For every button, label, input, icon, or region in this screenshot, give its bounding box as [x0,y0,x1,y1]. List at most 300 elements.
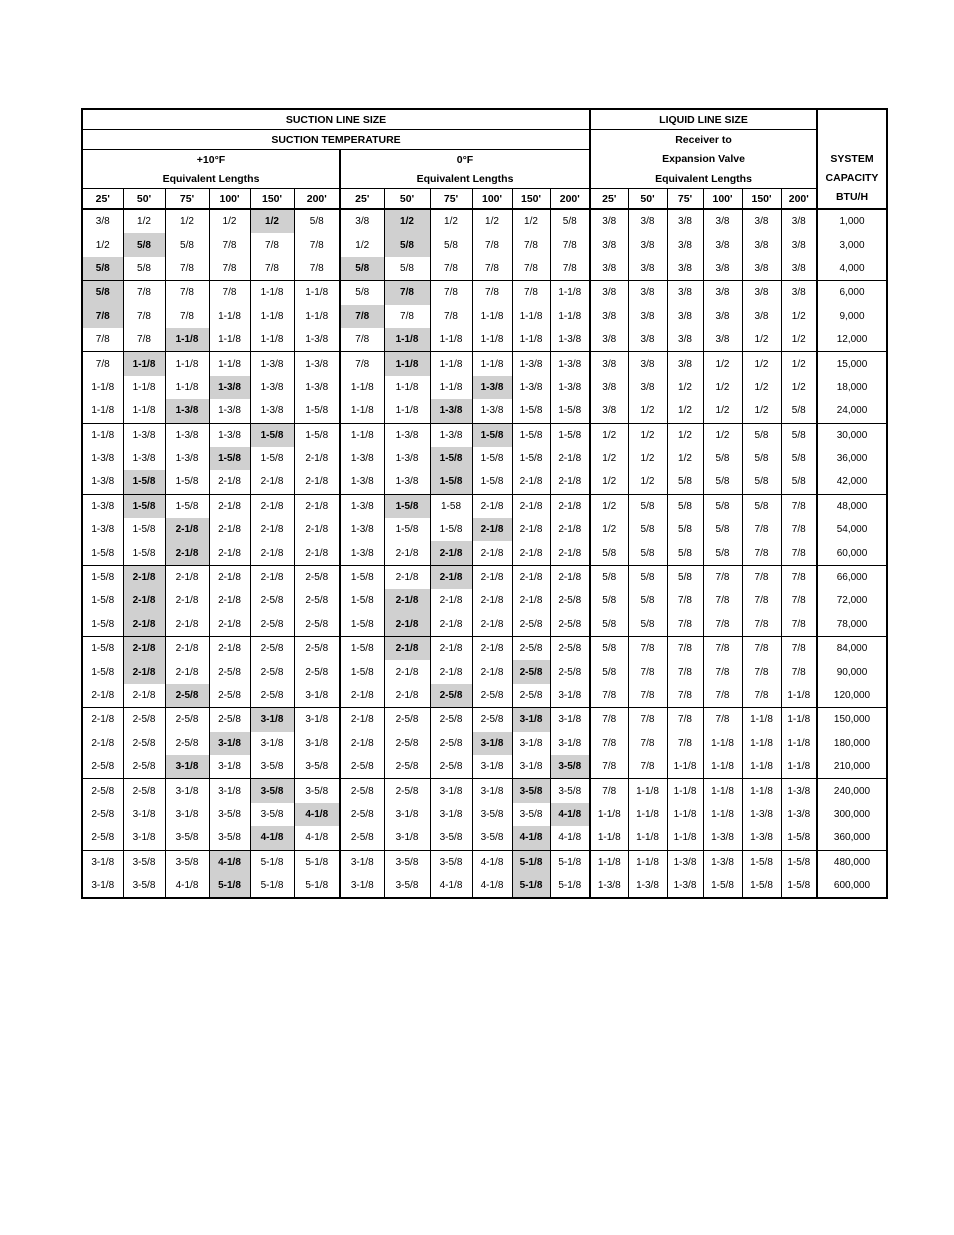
cell-s0-2: 2-1/8 [430,541,472,565]
cell-liq-3: 1-1/8 [703,755,742,779]
cell-liq-0: 3/8 [590,376,628,399]
cell-liq-3: 1/2 [703,352,742,376]
cell-s0-4: 3-5/8 [512,803,550,826]
cell-liq-5: 1-3/8 [781,803,817,826]
table-row [82,209,887,233]
cell-s0-3: 1-3/8 [472,399,512,423]
cell-liq-1: 7/8 [628,732,667,755]
capacity-cell: 210,000 [817,755,887,779]
cell-s10-5: 1-1/8 [294,281,340,305]
cell-s0-3: 1-1/8 [472,328,512,352]
cell-liq-4: 7/8 [742,660,781,683]
cell-s0-2: 2-1/8 [430,637,472,661]
cell-s0-3: 1-1/8 [472,352,512,376]
cell-liq-2: 3/8 [667,233,703,256]
line-size-table [81,108,888,899]
cell-liq-5: 1/2 [781,376,817,399]
cell-s0-0: 7/8 [340,328,384,352]
cell-liq-1: 1/2 [628,447,667,470]
cell-liq-4: 3/8 [742,209,781,233]
cell-liq-5: 1-5/8 [781,874,817,898]
cell-s0-2: 3-5/8 [430,826,472,850]
cell-s0-1: 5/8 [384,257,430,281]
cell-s10-3: 2-1/8 [209,470,250,494]
cell-s10-2: 7/8 [165,281,209,305]
cell-s0-1: 2-5/8 [384,708,430,732]
cell-s10-4: 2-1/8 [250,470,294,494]
cell-s10-4: 2-5/8 [250,613,294,637]
cell-liq-4: 7/8 [742,565,781,589]
cell-s10-3: 2-5/8 [209,684,250,708]
cell-s0-5: 1-5/8 [550,423,590,447]
cell-s10-1: 7/8 [123,305,165,328]
cell-s0-5: 1-3/8 [550,328,590,352]
cell-s10-2: 2-5/8 [165,732,209,755]
cell-liq-3: 5/8 [703,518,742,541]
table-row [82,874,887,898]
cell-liq-3: 1/2 [703,423,742,447]
cell-s0-0: 1-5/8 [340,613,384,637]
cell-liq-1: 1-1/8 [628,803,667,826]
cell-liq-0: 7/8 [590,755,628,779]
cell-s0-3: 7/8 [472,281,512,305]
cell-s10-3: 2-5/8 [209,708,250,732]
cell-s0-3: 3-1/8 [472,779,512,803]
cell-s0-1: 2-5/8 [384,732,430,755]
cell-s10-0: 5/8 [82,257,123,281]
expansion-valve-label: Expansion Valve [590,150,817,170]
cell-s10-2: 2-5/8 [165,684,209,708]
cell-s0-2: 5/8 [430,233,472,256]
cell-s0-0: 3/8 [340,209,384,233]
cell-s10-3: 1-5/8 [209,447,250,470]
cell-s0-3: 3-1/8 [472,732,512,755]
length-header-liq-5: 200' [781,189,817,210]
cell-liq-0: 1-1/8 [590,803,628,826]
cell-s0-1: 3-5/8 [384,874,430,898]
cell-s10-1: 2-1/8 [123,589,165,612]
cell-s10-5: 1-5/8 [294,423,340,447]
cell-liq-0: 3/8 [590,257,628,281]
cell-s0-1: 2-1/8 [384,589,430,612]
capacity-cell: 42,000 [817,470,887,494]
cell-s10-1: 2-1/8 [123,684,165,708]
cell-s0-1: 2-1/8 [384,637,430,661]
cell-s0-5: 1-3/8 [550,352,590,376]
cell-s0-5: 1-1/8 [550,281,590,305]
cell-s10-5: 2-1/8 [294,518,340,541]
cell-s10-0: 1-5/8 [82,637,123,661]
cell-liq-0: 1/2 [590,423,628,447]
capacity-cell: 72,000 [817,589,887,612]
cell-s10-3: 3-5/8 [209,803,250,826]
cell-s0-5: 2-1/8 [550,565,590,589]
cell-liq-4: 3/8 [742,281,781,305]
cell-s10-1: 2-5/8 [123,708,165,732]
cell-s0-2: 2-5/8 [430,755,472,779]
cell-s10-5: 3-5/8 [294,755,340,779]
length-header-s10-3: 100' [209,189,250,210]
cell-s10-0: 2-1/8 [91,690,115,701]
cell-liq-5: 7/8 [781,637,817,661]
cell-liq-0: 7/8 [590,779,628,803]
cell-liq-3: 7/8 [703,708,742,732]
cell-s0-1: 1-3/8 [384,447,430,470]
cell-liq-5: 5/8 [781,399,817,423]
table-row [82,637,887,661]
length-header-s10-0: 25' [82,189,123,210]
cell-liq-4: 1-1/8 [742,779,781,803]
cell-s0-4: 5-1/8 [512,850,550,874]
cell-s10-3: 2-1/8 [209,565,250,589]
length-header-s0-3: 100' [472,189,512,210]
cell-liq-4: 1-3/8 [742,803,781,826]
cell-s0-4: 5-1/8 [512,874,550,898]
cell-s0-1: 1-1/8 [384,399,430,423]
capacity-cell: 9,000 [817,305,887,328]
cell-liq-1: 5/8 [628,589,667,612]
cell-s10-0: 2-5/8 [91,832,115,844]
cell-s10-4: 5-1/8 [250,850,294,874]
cell-s10-0: 2-5/8 [91,761,115,773]
cell-s10-1: 2-5/8 [123,732,165,755]
table-row [82,281,887,305]
length-header-s0-0: 25' [340,189,384,210]
cell-liq-0: 7/8 [590,684,628,708]
cell-s0-0: 2-5/8 [340,803,384,826]
table-row [82,826,887,850]
cell-s0-2: 2-1/8 [430,565,472,589]
cell-s10-5: 2-1/8 [294,541,340,565]
cell-liq-4: 7/8 [742,541,781,565]
capacity-cell: 150,000 [817,708,887,732]
cell-s10-1: 1-1/8 [123,376,165,399]
cell-liq-0: 5/8 [590,613,628,637]
cell-s10-2: 2-1/8 [165,518,209,541]
cell-liq-2: 1-1/8 [667,826,703,850]
cell-liq-2: 5/8 [667,541,703,565]
cell-s0-2: 1-1/8 [430,328,472,352]
cell-s0-3: 2-1/8 [472,541,512,565]
cell-s10-2: 3-1/8 [165,803,209,826]
cell-s0-5: 1-5/8 [550,399,590,423]
cell-liq-5: 1/2 [781,305,817,328]
cell-liq-5: 1-3/8 [781,779,817,803]
cell-s10-5: 3-1/8 [294,708,340,732]
cell-liq-1: 5/8 [628,565,667,589]
cell-liq-2: 1-3/8 [667,850,703,874]
cell-liq-0: 5/8 [590,541,628,565]
cell-liq-1: 1/2 [628,470,667,494]
cell-s10-1: 7/8 [123,281,165,305]
length-header-s10-1: 50' [123,189,165,210]
cell-s10-4: 3-1/8 [250,708,294,732]
cell-liq-2: 1/2 [667,447,703,470]
cell-s0-0: 2-1/8 [340,732,384,755]
cell-s10-0: 1-3/8 [91,476,115,488]
cell-liq-0: 3/8 [590,281,628,305]
cell-liq-5: 1-1/8 [781,684,817,708]
cell-liq-3: 3/8 [703,209,742,233]
cell-s0-0: 2-5/8 [340,826,384,850]
cell-liq-4: 3/8 [742,257,781,281]
cell-s10-3: 5-1/8 [209,874,250,898]
cell-s0-3: 1-1/8 [472,305,512,328]
length-header-liq-3: 100' [703,189,742,210]
cell-s10-1: 1-3/8 [123,423,165,447]
cell-s10-5: 7/8 [294,257,340,281]
cell-liq-3: 1-5/8 [703,874,742,898]
table-row [82,565,887,589]
equivalent-lengths-0: Equivalent Lengths [340,169,590,189]
cell-s10-5: 3-5/8 [294,779,340,803]
cell-s10-5: 2-5/8 [294,613,340,637]
cell-s10-2: 3-5/8 [165,850,209,874]
cell-liq-0: 3/8 [590,352,628,376]
cell-s10-5: 2-1/8 [294,494,340,518]
cell-s10-4: 2-5/8 [250,589,294,612]
cell-s10-2: 1-3/8 [165,423,209,447]
cell-s0-5: 5-1/8 [550,874,590,898]
cell-liq-4: 3/8 [742,233,781,256]
cell-s0-2: 7/8 [430,257,472,281]
cell-liq-5: 1-5/8 [781,826,817,850]
cell-s0-2: 1-1/8 [430,352,472,376]
cell-liq-1: 7/8 [628,708,667,732]
cell-s10-2: 2-1/8 [165,565,209,589]
suction-line-size-header: SUCTION LINE SIZE [82,109,590,130]
cell-s0-2: 2-5/8 [430,708,472,732]
cell-s0-5: 2-1/8 [550,447,590,470]
cell-s10-1: 5/8 [123,257,165,281]
cell-liq-2: 7/8 [667,684,703,708]
cell-s10-2: 3-1/8 [165,755,209,779]
cell-s0-4: 2-5/8 [512,613,550,637]
cell-s10-3: 3-1/8 [209,779,250,803]
cell-s0-5: 3-1/8 [550,732,590,755]
cell-s0-0: 1-1/8 [340,376,384,399]
cell-s10-2: 2-1/8 [165,660,209,683]
cell-s0-1: 1-5/8 [384,518,430,541]
cell-s10-0: 3-1/8 [82,850,123,874]
cell-s0-4: 7/8 [512,257,550,281]
cell-s10-1: 1-3/8 [123,447,165,470]
cell-s0-4: 1-1/8 [512,305,550,328]
cell-s0-2: 2-1/8 [430,589,472,612]
cell-s0-5: 2-5/8 [550,660,590,683]
cell-s0-5: 7/8 [550,257,590,281]
cell-s10-0: 1-5/8 [91,547,115,559]
cell-s10-1: 3-5/8 [123,850,165,874]
cell-s0-2: 7/8 [430,281,472,305]
cell-s10-3: 1-3/8 [209,423,250,447]
cell-liq-0: 5/8 [590,565,628,589]
cell-s0-1: 1-1/8 [384,352,430,376]
cell-liq-3: 3/8 [703,328,742,352]
cell-liq-0: 5/8 [590,660,628,683]
cell-s0-0: 1-3/8 [340,518,384,541]
cell-s0-4: 1-1/8 [512,328,550,352]
cell-s10-5: 2-5/8 [294,589,340,612]
cell-s0-5: 4-1/8 [550,826,590,850]
cell-s10-2: 7/8 [165,305,209,328]
table-row [82,257,887,281]
capacity-cell: 1,000 [817,209,887,233]
cell-s0-1: 1-3/8 [384,423,430,447]
capacity-cell: 12,000 [817,328,887,352]
cell-s10-2: 1/2 [165,209,209,233]
cell-s0-3: 2-1/8 [472,565,512,589]
cell-s0-4: 2-1/8 [512,518,550,541]
cell-s0-0: 2-5/8 [340,779,384,803]
cell-liq-4: 5/8 [742,494,781,518]
cell-s10-1: 1/2 [123,209,165,233]
cell-s10-4: 2-5/8 [250,660,294,683]
cell-s10-2: 1-5/8 [165,470,209,494]
length-header-s10-2: 75' [165,189,209,210]
cell-s0-4: 1/2 [512,209,550,233]
cell-liq-5: 5/8 [781,470,817,494]
cell-s10-3: 1/2 [209,209,250,233]
cell-liq-5: 7/8 [781,613,817,637]
cell-s0-1: 2-1/8 [384,684,430,708]
cell-s10-3: 7/8 [209,233,250,256]
capacity-cell: 6,000 [817,281,887,305]
cell-s10-4: 2-1/8 [250,494,294,518]
cell-liq-4: 5/8 [742,447,781,470]
cell-s0-3: 2-5/8 [472,708,512,732]
cell-liq-0: 1-3/8 [590,874,628,898]
cell-s0-5: 1-1/8 [550,305,590,328]
cell-s10-4: 1/2 [250,209,294,233]
cell-liq-2: 3/8 [667,209,703,233]
cell-s0-0: 1-3/8 [340,541,384,565]
temp-plus10-header: +10°F [196,153,226,166]
cell-s0-4: 3-5/8 [512,779,550,803]
length-header-liq-2: 75' [667,189,703,210]
cell-s0-2: 2-1/8 [430,613,472,637]
cell-s10-1: 2-1/8 [123,565,165,589]
cell-s0-5: 5-1/8 [550,850,590,874]
cell-liq-5: 5/8 [781,423,817,447]
cell-s10-3: 7/8 [209,281,250,305]
system-capacity-header [817,109,887,209]
cell-liq-1: 3/8 [628,209,667,233]
cell-s10-5: 1-3/8 [294,328,340,352]
cell-liq-3: 7/8 [703,637,742,661]
cell-liq-3: 7/8 [703,589,742,612]
cell-s10-2: 3-5/8 [165,826,209,850]
cell-s0-3: 2-1/8 [472,660,512,683]
capacity-cell: 240,000 [817,779,887,803]
table-row [82,803,887,826]
cell-liq-0: 3/8 [590,233,628,256]
cell-liq-1: 1/2 [628,399,667,423]
cell-s10-5: 3-1/8 [294,732,340,755]
length-header-s0-4: 150' [512,189,550,210]
cell-s0-3: 3-5/8 [472,826,512,850]
cell-liq-3: 1-1/8 [703,732,742,755]
cell-liq-0: 5/8 [590,589,628,612]
cell-s10-4: 3-5/8 [250,803,294,826]
cell-liq-2: 7/8 [667,660,703,683]
cell-s10-4: 1-3/8 [250,399,294,423]
cell-liq-3: 5/8 [703,447,742,470]
cell-s0-3: 1/2 [472,209,512,233]
cell-liq-0: 7/8 [590,708,628,732]
cell-liq-0: 3/8 [590,209,628,233]
cell-s0-0: 2-5/8 [340,755,384,779]
cell-s0-2: 1-3/8 [430,399,472,423]
cell-liq-1: 7/8 [628,755,667,779]
length-header-s0-2: 75' [430,189,472,210]
cell-s10-5: 4-1/8 [294,826,340,850]
cell-s10-0: 1-3/8 [82,494,123,518]
table-row [82,755,887,779]
cell-s10-3: 2-1/8 [209,589,250,612]
cell-s10-3: 3-5/8 [209,826,250,850]
cell-s0-4: 1-5/8 [512,447,550,470]
cell-liq-2: 3/8 [667,352,703,376]
cell-s0-0: 7/8 [340,305,384,328]
cell-liq-1: 5/8 [628,613,667,637]
capacity-cell: 600,000 [817,874,887,898]
capacity-cell: 78,000 [817,613,887,637]
cell-s0-2: 2-1/8 [430,660,472,683]
cell-s10-0: 2-5/8 [82,779,123,803]
cell-liq-3: 7/8 [703,684,742,708]
cell-s0-0: 1-1/8 [340,399,384,423]
cell-liq-4: 1-1/8 [742,755,781,779]
cell-s0-3: 1-3/8 [472,376,512,399]
length-header-liq-0: 25' [590,189,628,210]
cell-s10-5: 2-5/8 [294,660,340,683]
cell-liq-5: 7/8 [781,660,817,683]
cell-s10-0: 1/2 [95,239,110,251]
cell-s10-4: 3-5/8 [250,755,294,779]
cell-liq-1: 3/8 [628,305,667,328]
cell-liq-5: 1/2 [781,352,817,376]
cell-s10-0: 2-1/8 [91,737,115,749]
capacity-cell: 24,000 [817,399,887,423]
cell-s10-4: 2-1/8 [250,518,294,541]
cell-s10-3: 2-1/8 [209,494,250,518]
capacity-cell: 30,000 [817,423,887,447]
cell-s10-2: 1-3/8 [165,447,209,470]
cell-s0-2: 1-1/8 [430,376,472,399]
cell-s0-3: 7/8 [472,257,512,281]
cell-liq-4: 1/2 [742,376,781,399]
cell-s0-3: 2-1/8 [472,518,512,541]
cell-s0-0: 1/2 [340,233,384,256]
cell-liq-1: 1-1/8 [628,779,667,803]
table-row [82,233,887,256]
suction-temperature-header: SUCTION TEMPERATURE [82,130,590,150]
cell-liq-0: 3/8 [590,305,628,328]
cell-liq-5: 3/8 [781,257,817,281]
cell-s0-1: 7/8 [384,305,430,328]
cell-liq-4: 7/8 [742,684,781,708]
cell-s10-3: 1-1/8 [209,328,250,352]
cell-s0-0: 1-3/8 [340,447,384,470]
table-row [82,684,887,708]
cell-s10-4: 7/8 [250,257,294,281]
cell-s10-3: 2-1/8 [209,541,250,565]
cell-liq-3: 5/8 [703,470,742,494]
cell-s10-5: 7/8 [294,233,340,256]
cell-s10-4: 2-5/8 [250,684,294,708]
cell-s10-0: 1-1/8 [91,381,115,393]
